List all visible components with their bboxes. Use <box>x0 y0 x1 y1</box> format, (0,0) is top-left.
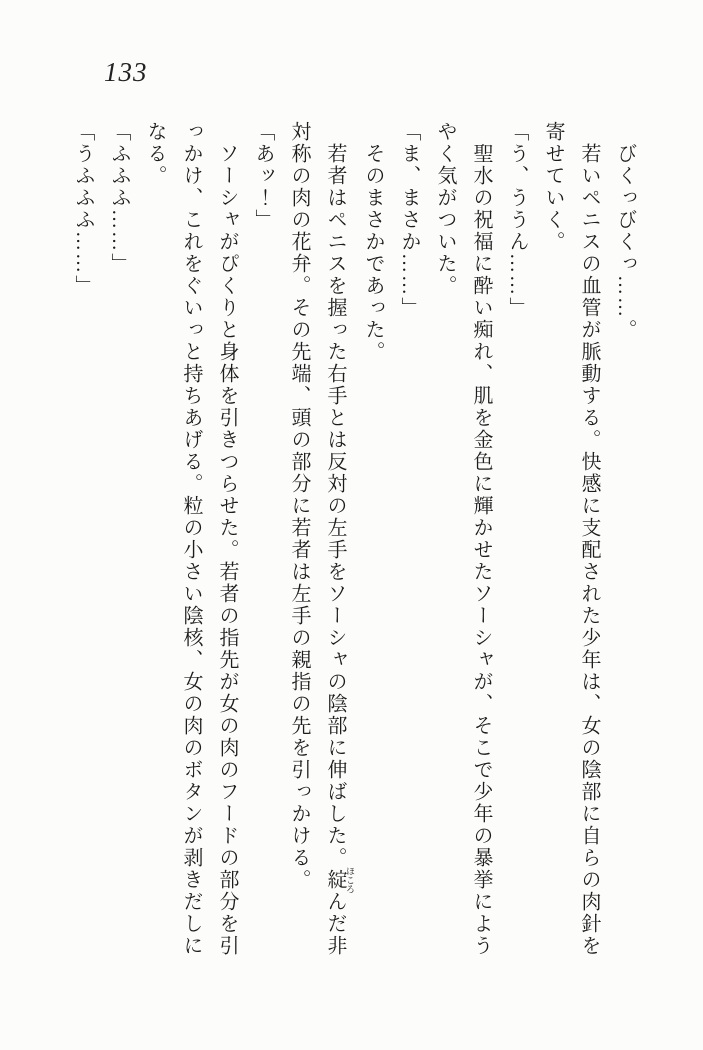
text-line-7: 「ま、まさか……」 <box>398 121 420 319</box>
text-line-9 <box>317 121 355 961</box>
text-line-6: やく気がついた。 <box>434 121 456 297</box>
text-line-9-pre: 若者はペニスを握った右手とは反対の左手をソーシャの陰部に伸ばした。 <box>324 121 346 869</box>
text-line-11: 「あッ！」 <box>252 121 274 231</box>
text-line-2: 若いペニスの血管が脈動する。快感に支配された少年は、女の陰部に自らの肉針を <box>578 121 600 957</box>
text-line-8: そのまさかであった。 <box>362 121 384 363</box>
text-line-13: っかけ、これをぐいっと持ちあげる。粒の小さい陰核、女の肉のボタンが剥きだしに <box>180 121 202 957</box>
ruby-annotation <box>324 866 355 894</box>
text-line-14: なる。 <box>144 121 166 187</box>
text-line-9-post: んだ非 <box>324 891 346 957</box>
page-number: 133 <box>104 57 148 87</box>
text-line-16: 「うふふふ……」 <box>72 121 94 297</box>
text-line-4: 「う、ううん……」 <box>506 121 528 319</box>
text-line-15: 「ふふふ……」 <box>108 121 130 275</box>
body-text <box>65 121 643 961</box>
ruby-base: 綻 <box>324 866 346 894</box>
text-line-10: 対称の肉の花弁。その先端、頭の部分に若者は左手の親指の先を引っかける。 <box>288 121 310 891</box>
text-line-3: 寄せていく。 <box>542 121 564 253</box>
text-line-1: びくっびくっ……。 <box>614 121 636 341</box>
text-line-5: 聖水の祝福に酔い痴れ、肌を金色に輝かせたソーシャが、そこで少年の暴挙によう <box>470 121 492 957</box>
ruby-furigana: ほころ <box>345 866 355 894</box>
text-line-12: ソーシャがぴくりと身体を引きつらせた。若者の指先が女の肉のフードの部分を引 <box>216 121 238 957</box>
